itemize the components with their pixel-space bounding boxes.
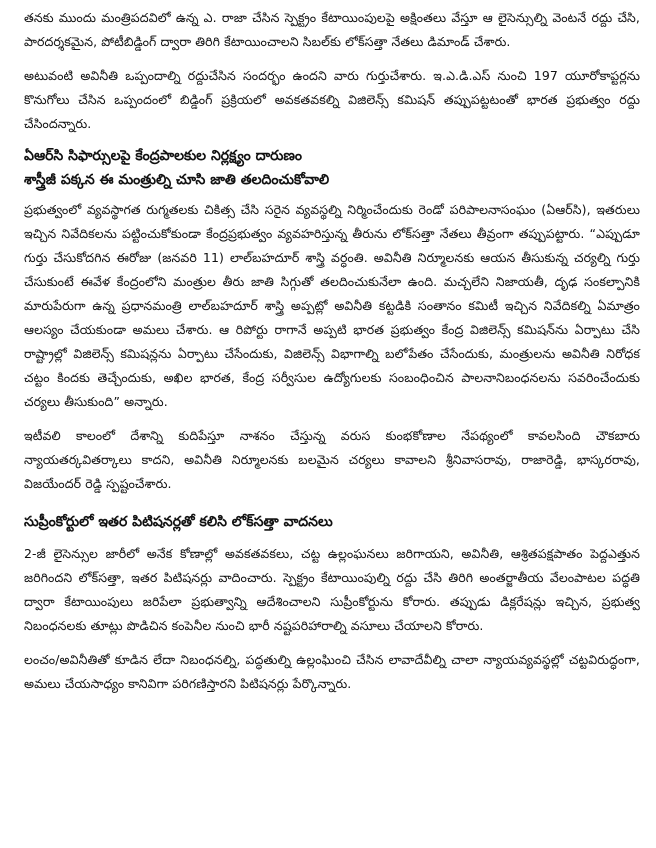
section-heading-supreme-court: సుప్రీంకోర్టులో ఇతర పిటిషనర్లతో కలిసి లోక్‌సత్తా వాదనలు [24,514,333,530]
section-subheading-shastri: శాస్త్రీజీ పక్కన ఈ మంత్రుల్ని చూసి జాతి తలదించుకోవాలి [24,172,330,188]
paragraph-petitioners-argument: లంచం/అవినీతితో కూడిన లేదా నిబంధనల్ని, పద్ధతుల్ని ఉల్లంఘించి చేసిన లావాదేవీల్ని చాలా న్యాయవ్యవస్థల్లో చట్టవిరుద్ధంగా, అమలు చేయసాధ్యం కానివిగా పరిగణిస్తారని పిటిషనర్లు పేర్కొన్నారు. [24,652,640,691]
paragraph-recent-scams: ఇటీవలి కాలంలో దేశాన్ని కుదిపేస్తూ నాశనం చేస్తున్న వరుస కుంభకోణాల నేపథ్యంలో కావలసింది చౌకబారు న్యాయతర్కవితర్కాలు కాదని, అవినీతి నిర్మూలనకు బలమైన చర్యలు కావాలని శ్రీనివాసరావు, రాజారెడ్డి, భాస్కరరావు, విజయేందర్ రెడ్డి స్పష్టంచేశారు. [24,428,640,491]
paragraph-spectrum-cancellation: తనకు ముందు మంత్రిపదవిలో ఉన్న ఎ. రాజా చేసిన స్పెక్ట్రం కేటాయింపులపై అక్షింతలు వేస్తూ ఆ లైసెన్సుల్ని వెంటనే రద్దు చేసి, పారదర్శకమైన, పోటీబిడ్డింగ్ ద్వారా తిరిగి కేటాయించాలని సిబల్‌కు లోక్‌సత్తా నేతలు డిమాండ్ చేశారు. [24,10,640,49]
section-heading-arc-neglect: ఏఆర్‌సి సిఫార్సులపై కేంద్రపాలకుల నిర్లక్ష్యం దారుణం [24,148,302,164]
paragraph-arc-recommendations: ప్రభుత్వంలో వ్యవస్థాగత రుగ్మతలకు చికిత్స చేసి సరైన వ్యవస్థల్ని నిర్మించేందుకు రెండో పరిపాలనాసంఘం (ఏఆర్‌సి), ఇతరులు ఇచ్చిన నివేదికలను పట్టించుకోకుండా కేంద్రప్రభుత్వం వ్యవహరిస్తున్న తీరును లోక్‌సత్తా నేతలు తీవ్రంగా తప్పుపట్టారు. “ఎప్పుడూ గుర్తు చేసుకోదగిన ఈరోజు (జనవరి 11) లాల్‌బహదూర్ శాస్త్రి వర్ధంతి. అవినీతి నిర్మూలనకు ఆయన తీసుకున్న చర్యల్ని గుర్తు చేసుకుంటే ఈవేళ కేంద్రంలోని మంత్రుల తీరు జాతి సిగ్గుతో తలదించుకునేలా ఉంది. మచ్చలేని నిజాయతీ, దృఢ సంకల్పానికి మారుపేరుగా ఉన్న ప్రధానమంత్రి లాల్‌బహదూర్ శాస్త్రి అప్పట్లో అవినీతి కట్టడికి సంతానం కమిటీ ఇచ్చిన నివేదికల్ని ఏమాత్రం ఆలస్యం చేయకుండా అమలు చేశారు. ఆ రిపోర్టు రాగానే అప్పటి భారత ప్రభుత్వం కేంద్ర విజిలెన్స్ కమిషన్‌ను ఏర్పాటు చేసి రాష్ట్రాల్లో విజిలెన్స్ కమిషన్లను ఏర్పాటు చేసేందుకు, విజిలెన్స్ విభాగాల్ని బలోపేతం చేసేందుకు, మంత్రులను అవినీతి నిరోధక చట్టం కిందకు తెచ్చేందుకు, అఖిల భారత, కేంద్ర సర్వీసుల ఉద్యోగులకు సంబంధించిన పాలనానిబంధనలను సవరించేందుకు చర్యలు తీసుకుంది” అన్నారు. [24,202,640,409]
paragraph-eurocopter-precedent: అటువంటి అవినీతి ఒప్పందాల్ని రద్దుచేసిన సందర్భం ఉందని వారు గుర్తుచేశారు. ఇ.ఎ.డి.ఎస్ నుంచి 197 యూరోకాప్టర్లను కొనుగోలు చేసిన ఒప్పందంలో బిడ్డింగ్ ప్రక్రియలో అవకతవకల్ని విజిలెన్స్ కమిషన్ తప్పుపట్టటంతో భారత ప్రభుత్వం రద్దు చేసిందన్నారు. [24,68,640,131]
paragraph-2g-licences: 2-జీ లైసెన్సుల జారీలో అనేక కోణాల్లో అవకతవకలు, చట్ట ఉల్లంఘనలు జరిగాయని, అవినీతి, ఆశ్రితపక్షపాతం పెద్దఎత్తున జరిగిందని లోక్‌సత్తా, ఇతర పిటిషనర్లు వాదించారు. స్పెక్ట్రం కేటాయింపుల్ని రద్దు చేసి తిరిగి అంతర్జాతీయ వేలంపాటల పద్ధతి ద్వారా కేటాయింపులు జరిపేలా ప్రభుత్వాన్ని ఆదేశించాలని సుప్రీంకోర్టును కోరారు. తప్పుడు డిక్లరేషన్లు ఇచ్చిన, ప్రభుత్వ నిబంధనలకు తూట్లు పొడిచిన కంపెనీల నుంచి భారీ నష్టపరిహారాల్ని వసూలు చేయాలని కోరారు. [24,546,640,633]
